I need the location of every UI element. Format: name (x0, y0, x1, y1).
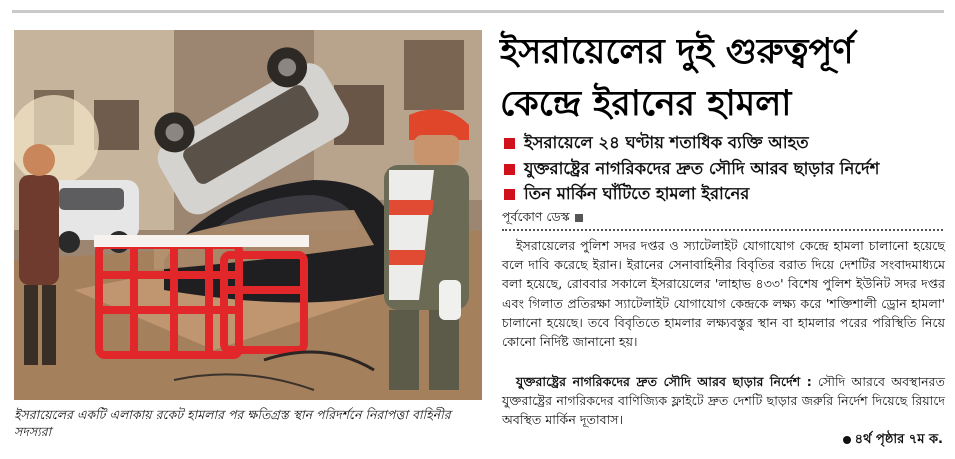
bullet-text: তিন মার্কিন ঘাঁটিতে হামলা ইরানের (524, 184, 750, 203)
photo-illustration (14, 30, 482, 400)
continued-link[interactable] (843, 430, 943, 451)
continued-text: ৪র্থ পৃষ্ঠার ৭ম ক. (854, 432, 943, 447)
red-square-icon (504, 138, 515, 149)
article-subsection (502, 372, 945, 430)
news-photo (14, 30, 482, 400)
bullet-text: ইসরায়েলে ২৪ ঘণ্টায় শতাধিক ব্যক্তি আহত (524, 133, 809, 152)
red-square-icon (504, 164, 515, 175)
top-rule (12, 10, 944, 13)
photo-caption: ইসরায়েলের একটি এলাকায় রকেট হামলার পর ক্ষতিগ্রস্ত স্থান পরিদর্শনে নিরাপত্তা বাহিনীর সদস্যরা (14, 407, 451, 439)
bullet-item (502, 181, 947, 207)
article-body: ইসরায়েলের পুলিশ সদর দপ্তর ও স্যাটেলাইট যোগাযোগ কেন্দ্রে হামলা চালানো হয়েছে বলে দাবি করেছে ইরান। ইরানের সেনাবাহিনীর বিবৃতির বরাত দিয়ে দেশটির সংবাদমাধ্যমে বলা হয়েছে, রোববার সকালে ইসরায়েলের 'লাহাভ ৪৩৩' বিশেষ পুলিশ ইউনিট সদর দপ্তর এবং গিলাত প্রতিরক্ষা স্যাটেলাইট যোগাযোগ কেন্দ্রকে লক্ষ্য করে 'শক্তিশালী ড্রোন হামলা' চালানো হয়েছে। তবে বিবৃতিতে হামলার লক্ষ্যবস্তুর স্থান বা হামলার পরের পরিস্থিতি নিয়ে কোনো নির্দিষ্ট জানানো হয়। (502, 238, 945, 350)
dotted-divider (502, 229, 943, 231)
headline-line-2: কেন্দ্রে ইরানের হামলা (500, 83, 792, 124)
byline (502, 209, 583, 229)
bullet-dot-icon (843, 436, 851, 444)
headline-line-1: ইসরায়েলের দুই গুরুত্বপূর্ণ (500, 31, 854, 72)
headline (500, 26, 945, 130)
bullet-item (502, 130, 947, 156)
bullet-text: যুক্তরাষ্ট্রের নাগরিকদের দ্রুত সৌদি আরব ছাড়ার নির্দেশ (524, 158, 880, 178)
byline-text: পূর্বকোণ ডেস্ক (502, 209, 570, 224)
subsection-body: সৌদি আরবে অবস্থানরত যুক্তরাষ্ট্রের নাগরিকদের বাণিজ্যিক ফ্লাইটে দ্রুত দেশটি ছাড়ার জরুরি নির্দেশ দিয়েছে রিয়াদে অবস্থিত মার্কিন দূতাবাস। (502, 374, 945, 428)
red-square-icon (504, 189, 515, 200)
highlight-bullets (502, 130, 947, 207)
bullet-item (502, 156, 947, 182)
grey-square-icon (575, 214, 583, 222)
subsection-heading: যুক্তরাষ্ট্রের নাগরিকদের দ্রুত সৌদি আরব ছাড়ার নির্দেশ : (516, 374, 812, 389)
